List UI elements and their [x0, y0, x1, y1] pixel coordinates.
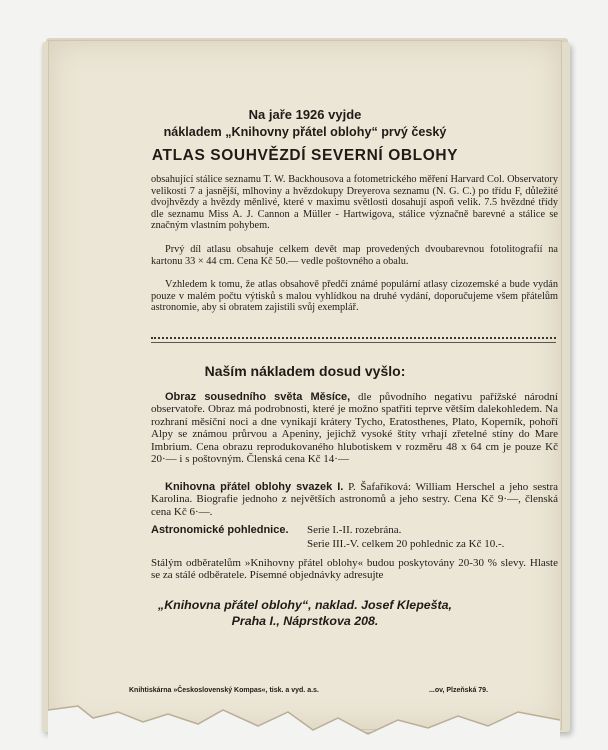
publisher-address-1: „Knihovna přátel oblohy“, naklad. Josef Klepešta,: [158, 598, 452, 612]
printer-imprint: Knihtiskárna »Československý Kompas«, tisk. a vyd. a.s.: [129, 687, 319, 694]
item-library: [151, 481, 558, 518]
intro-paragraph-2: Prvý díl atlasu obsahuje celkem devět map provedených dvoubarevnou fotolitografií na kartonu 33 × 44 cm. Cena Kč 50.— vedle poštovného a obalu.: [151, 244, 558, 267]
section-heading: Naším nákladem dosud vyšlo:: [204, 363, 406, 379]
document-page: [48, 40, 562, 730]
divider-line: [151, 342, 556, 343]
announcement-line-1: Na jaře 1926 vyjde: [248, 107, 362, 122]
announcement-line-2: nákladem „Knihovny přátel oblohy“ prvý český: [163, 125, 447, 139]
divider-dotted: [151, 337, 556, 339]
item-postcards-line-1: Serie I.-II. rozebrána.: [307, 524, 402, 536]
intro-paragraph-1: obsahující stálice seznamu T. W. Backhousova a fotometrického měření Harvard Col. Observatory velikosti 7 a jasnější, mlhoviny a hvězdokupy Dreyerova seznamu (N. G. C.) po třídu F, důležité dvojhvězdy a hvězdy měnlivé, které v maximu světlosti dosahují aspoň velik. 7.5 hvězdné třídy dle seznamu Miss A. J. Cannon a Müller - Hartwigova, stálice význačně barevné a stálice se značným vlastním pohybem.: [151, 174, 558, 232]
item-postcards-line-2: Serie III.-V. celkem 20 pohlednic za Kč 10.-.: [307, 538, 505, 550]
item-moon-title: Obraz sousedního světa Měsíce,: [165, 391, 351, 403]
item-library-title: Knihovna přátel oblohy svazek I.: [165, 481, 344, 493]
item-library-text: P. Šafaříková: William Herschel a jeho sestra Karolina. Biografie jednoho z největších astronomů a jeho sestry. Cena Kč 9·—, členská cena Kč 6·—.: [151, 481, 558, 518]
item-moon-text: dle původního negativu pařížské národní observatoře. Obraz má podrobnosti, které je možno spatřiti teprve větším dalekohledem. Na rozhraní měsíční noci a dne vynikají krátery Tycho, Eratosthenes, Plato, Koperník, pohoří Alpy se známou průrvou a Apeniny, jejichž vysoké štíty vrhají zřetelné stíny do Mare Imbrium. Cena obrazu reprodukovaného hlubotiskem v rozměru 48 x 64 cm je pouze Kč 20·— i s poštovným. Členská cena Kč 14·—: [151, 391, 558, 466]
printer-imprint-end: ...ov, Plzeňská 79.: [429, 687, 489, 694]
subscribers-note: Stálým odběratelům »Knihovny přátel oblohy« budou poskytovány 20-30 % slevy. Hlaste se za stálé odběratele. Písemné objednávky adresujte: [151, 557, 558, 582]
torn-edge: [48, 700, 560, 740]
atlas-title: ATLAS SOUHVĚZDÍ SEVERNÍ OBLOHY: [151, 147, 459, 164]
item-postcards-title: Astronomické pohlednice.: [151, 524, 289, 536]
publisher-address-2: Praha I., Náprstkova 208.: [231, 614, 379, 628]
intro-paragraph-3: Vzhledem k tomu, že atlas obsahově předčí známé populární atlasy cizozemské a bude vydán pouze v malém počtu výtisků s malou vyhlídkou na druhé vydání, doporučujeme všem přátelům astronomie, aby si obratem zajistili svůj exemplář.: [151, 279, 558, 314]
item-moon: [151, 391, 558, 465]
